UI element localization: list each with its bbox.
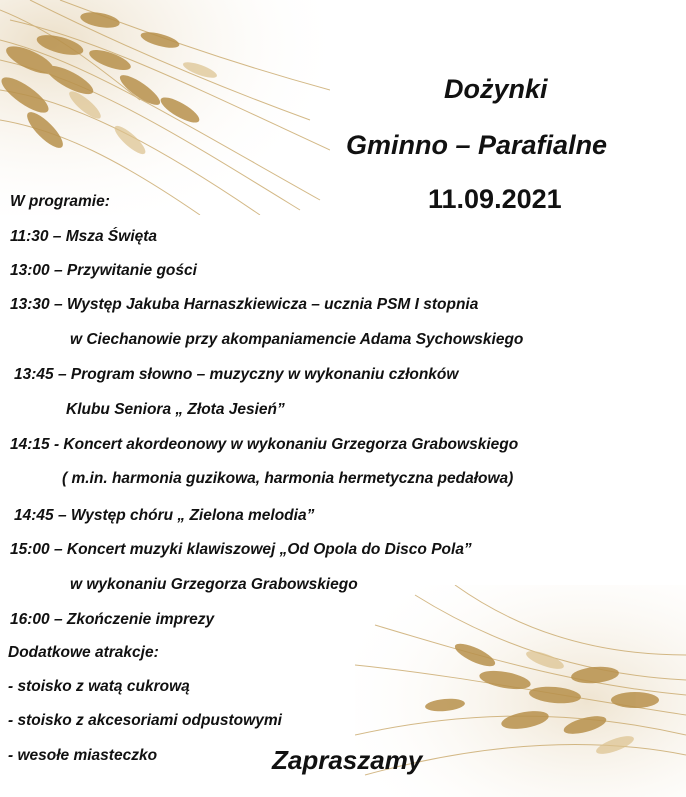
program-line: w Ciechanowie przy akompaniamencie Adama Sychowskiego: [70, 331, 524, 348]
program-line: 13:45 – Program słowno – muzyczny w wykonaniu członków: [14, 366, 459, 383]
event-subtitle: Gminno – Parafialne: [346, 130, 608, 160]
extras-item: - stoisko z watą cukrową: [8, 678, 190, 695]
wheat-decoration-top: [0, 0, 330, 215]
extras-item: - wesołe miasteczko: [8, 747, 158, 764]
program-line: 16:00 – Zkończenie imprezy: [10, 611, 215, 628]
event-date: 11.09.2021: [428, 184, 562, 214]
program-line: 14:45 – Występ chóru „ Zielona melodia”: [14, 507, 315, 524]
program-line: 13:30 – Występ Jakuba Harnaszkiewicza – ucznia PSM I stopnia: [10, 296, 479, 313]
event-title: Dożynki: [444, 74, 548, 104]
extras-item: - stoisko z akcesoriami odpustowymi: [8, 712, 282, 729]
program-heading: W programie:: [10, 193, 110, 210]
extras-heading: Dodatkowe atrakcje:: [8, 644, 159, 661]
program-line: 15:00 – Koncert muzyki klawiszowej „Od Opola do Disco Pola”: [10, 541, 472, 558]
program-line: Klubu Seniora „ Złota Jesień”: [66, 401, 285, 418]
program-line: w wykonaniu Grzegorza Grabowskiego: [70, 576, 358, 593]
program-line: 14:15 - Koncert akordeonowy w wykonaniu Grzegorza Grabowskiego: [10, 436, 519, 453]
program-line: ( m.in. harmonia guzikowa, harmonia hermetyczna pedałowa): [62, 470, 514, 487]
program-line: 13:00 – Przywitanie gości: [10, 262, 197, 279]
closing-invitation: Zapraszamy: [272, 745, 423, 775]
program-line: 11:30 – Msza Święta: [10, 228, 158, 245]
